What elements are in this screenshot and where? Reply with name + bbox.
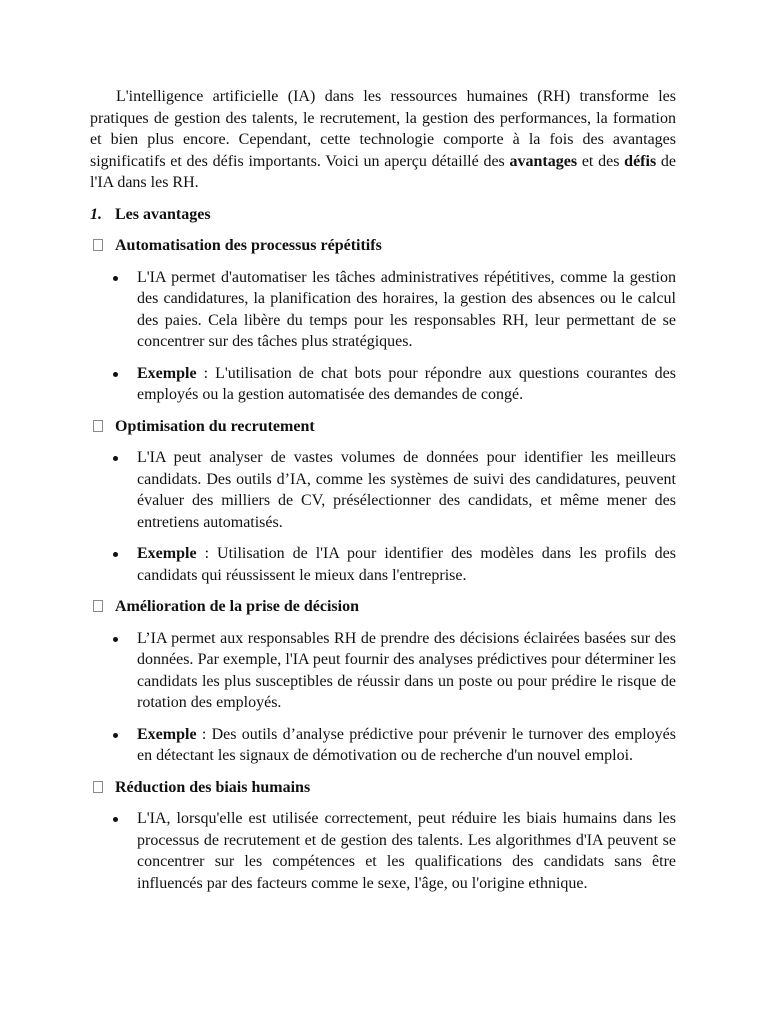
subsection-recrutement <box>90 416 676 587</box>
section-number: 1. <box>90 205 102 223</box>
intro-text-a: L'intelligence artificielle (IA) dans les ressources humaines (RH) transforme les pratiques de gestion des talents, le recrutement, la gestion des performances, la formation et bien plus encore. Cependant, cette technologie comporte à la fois des avantages significatifs et des défis importants. Voici un aperçu détaillé des <box>90 88 676 170</box>
intro-bold-avantages: avantages <box>509 152 578 170</box>
subsection-heading-text: Optimisation du recrutement <box>115 417 315 435</box>
list-item <box>90 724 676 767</box>
bullet-dot-icon <box>113 276 118 281</box>
example-text: : Utilisation de l'IA pour identifier des modèles dans les profils des candidats qui réussissent le mieux dans l'entreprise. <box>137 545 676 584</box>
subsection-heading-text: Amélioration de la prise de décision <box>115 598 359 615</box>
bullet-dot-icon <box>113 552 118 557</box>
bullet-text: L’IA permet aux responsables RH de prendre des décisions éclairées basées sur des données. Par exemple, l'IA peut fournir des analyses prédictives pour déterminer les candidats les plus susceptibles de réussir dans un poste ou pour prédire le risque de rotation des employés. <box>137 629 676 711</box>
list-item <box>90 628 676 714</box>
intro-text-b: et des <box>577 152 625 170</box>
subsection-decision <box>90 596 676 767</box>
example-label: Exemple <box>137 545 197 562</box>
list-item <box>90 808 676 894</box>
subsection-heading <box>90 416 676 438</box>
checkbox-glyph-icon <box>93 420 103 432</box>
bullet-list <box>90 447 676 586</box>
example-text: : L'utilisation de chat bots pour répondre aux questions courantes des employés ou la gestion automatisée des demandes de congé. <box>137 364 676 403</box>
bullet-text: L'IA peut analyser de vastes volumes de données pour identifier les meilleurs candidats. Des outils d’IA, comme les systèmes de suivi des candidatures, peuvent évaluer des milliers de CV, présélectionner des candidats, et même mener des entretiens automatisés. <box>137 449 676 531</box>
subsection-automatisation <box>90 235 676 406</box>
subsection-heading <box>90 235 676 257</box>
bullet-list <box>90 628 676 767</box>
subsection-heading-text: Automatisation des processus répétitifs <box>115 237 382 254</box>
bullet-dot-icon <box>113 637 118 642</box>
subsection-heading <box>90 777 676 799</box>
bullet-list <box>90 808 676 894</box>
bullet-text: L'IA permet d'automatiser les tâches administratives répétitives, comme la gestion des candidatures, la planification des horaires, la gestion des absences ou le calcul des paies. Cela libère du temps pour les responsables RH, leur permettant de se concentrer sur des tâches plus stratégiques. <box>137 268 676 350</box>
checkbox-glyph-icon <box>93 600 103 612</box>
list-item <box>90 447 676 533</box>
bullet-dot-icon <box>113 456 118 461</box>
example-text: : Des outils d’analyse prédictive pour prévenir le turnover des employés en détectant les signaux de démotivation ou de recherche d'un nouvel emploi. <box>137 725 676 764</box>
subsection-biais <box>90 777 676 895</box>
example-label: Exemple <box>137 725 197 743</box>
list-item <box>90 363 676 406</box>
bullet-dot-icon <box>113 372 118 377</box>
list-item <box>90 543 676 586</box>
bullet-list <box>90 267 676 406</box>
bullet-dot-icon <box>113 817 118 822</box>
list-item <box>90 267 676 353</box>
subsection-heading <box>90 596 676 618</box>
bullet-text: L'IA, lorsqu'elle est utilisée correctement, peut réduire les biais humains dans les processus de recrutement et de gestion des talents. Les algorithmes d'IA peuvent se concentrer sur les compétences et les qualifications des candidats sans être influencés par des facteurs comme le sexe, l'âge, ou l'origine ethnique. <box>137 810 676 892</box>
checkbox-glyph-icon <box>93 781 103 793</box>
example-label: Exemple <box>137 364 197 382</box>
intro-paragraph <box>90 86 676 194</box>
bullet-dot-icon <box>113 733 118 738</box>
subsection-heading-text: Réduction des biais humains <box>115 778 311 796</box>
section-heading <box>90 204 676 226</box>
intro-bold-defis: défis <box>624 152 657 170</box>
checkbox-glyph-icon <box>93 239 103 251</box>
intro-text-c: de l'IA dans les RH. <box>90 152 677 191</box>
document-page <box>90 86 676 904</box>
section-title: Les avantages <box>115 205 211 223</box>
